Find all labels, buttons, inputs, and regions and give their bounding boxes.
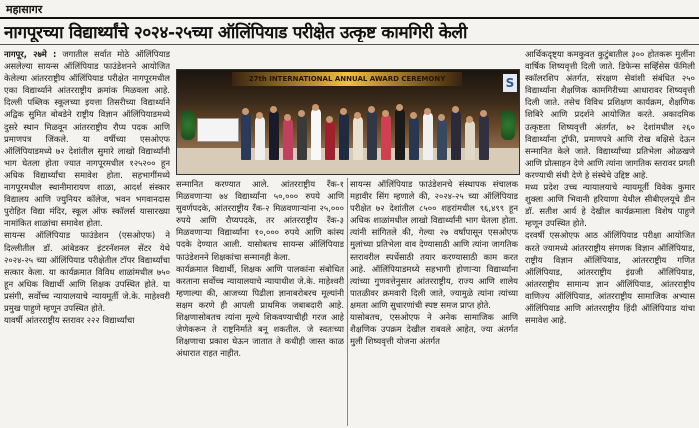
person — [353, 116, 363, 160]
section-tag: महासागर — [6, 3, 43, 16]
person — [283, 118, 293, 160]
article-column-3 — [350, 178, 518, 426]
top-rule — [0, 17, 699, 19]
column1-paragraph — [4, 48, 170, 229]
person — [339, 112, 349, 160]
article-column-1 — [4, 48, 170, 426]
person — [255, 116, 265, 160]
column1-paragraph: यावर्षी आंतरराष्ट्रीय स्तरावर २२२ विद्यार्थ्यांचा — [4, 315, 135, 326]
column4-paragraph: आर्थिकदृष्ट्या कमकुवत कुटुंबातील ३०० होतकरू मुलींना वार्षिक शिष्यवृत्ती दिली जाते. डिफेन्स सर्व्हिसेस फॅमिली स्कॉलरशिप अंतर्गत, संरक्षण सेवांशी संबंधित २५० विद्यार्थ्यांना शैक्षणिक कामगिरीच्या आधारावर शिष्यवृत्ती दिली जाते. तसेच विविध प्रशिक्षण कार्यक्रम, शैक्षणिक शिबिरे आणि प्रदर्शने आयोजित करते. अकादमिक उत्कृष्टता शिष्यवृत्ती अंतर्गत, ७२ देशांमधील २६० विद्यार्थ्यांना ट्रॉफी, प्रमाणपत्रे आणि रोख बक्षिसे देऊन सन्मानित केले जाते. विद्यार्थ्यांच्या प्रतिभेला ओळखणे आणि प्रोत्साहन देणे आणि त्यांना जागतिक स्तरावर प्रगती करण्याची संधी देणे हे संस्थेचे उद्दिष्ट आहे. — [525, 49, 695, 180]
person — [297, 114, 307, 160]
article-column-2 — [176, 178, 344, 426]
certificate — [197, 118, 239, 142]
person-head — [242, 108, 249, 115]
person-head — [396, 104, 403, 111]
person-head — [326, 116, 333, 123]
person — [423, 112, 433, 160]
person-head — [466, 116, 473, 123]
column3-paragraph: सायन्स ऑलिंपियाड फाउंडेशनचे संस्थापक संचालक महावीर सिंग म्हणाले की, २०२४-२५ च्या ऑलिंपियाड परीक्षेत ७२ देशांतील ८५०० शहरांमधील ९६,४९९ हून अधिक शाळांमधील लाखो विद्यार्थ्यांनी भाग घेतला होता. त्यांनी सांगितले की, गेल्या २७ वर्षांपासून एसओएफ मुलांच्या प्रतिभेला वाव देण्यासाठी आणि त्यांना जागतिक स्तरावरील स्पर्धेसाठी तयार करण्यासाठी काम करत आहे. ऑलिंपियाडमध्ये सहभागी होणाऱ्या विद्यार्थ्यांना त्यांच्या गुणवत्तेनुसार आंतरराष्ट्रीय, राज्य आणि शालेय पातळीवर क्रमवारी दिली जाते, ज्यामुळे त्यांना त्यांच्या क्षमता आणि सुधारणांची स्पष्ट समज प्राप्त होते. — [350, 179, 518, 310]
headline-rule — [0, 44, 699, 45]
person — [367, 110, 377, 160]
person — [437, 118, 447, 160]
column2-paragraph: कार्यक्रमात विद्यार्थी, शिक्षक आणि पालकांना संबोधित करताना सर्वोच्च न्यायालयाचे न्यायाधीश जे.के. माहेश्वरी म्हणाल्या की, आजच्या पिढीला ज्ञानाबरोबरच मूल्यांनी सक्षम करणे ही आपली प्राथमिक जबाबदारी आहे. शिक्षणासोबतच त्यांना मूल्ये शिकवण्याचीही गरज आहे जेणेकरून ते राष्ट्रनिर्माते बनू शकतील. जे स्वतःच्या शिक्षणाचा प्रकाश घेऊन जातात ते कधीही जास्त काळ अंधारात राहत नाहीत. — [176, 263, 344, 359]
person — [395, 108, 405, 160]
column4-paragraph: मध्य प्रदेश उच्च न्यायालयाचे न्यायमूर्ती विवेक कुमार शुक्ला आणि भिवानी हरियाणा येथील सीबीएलयूचे डीन डॉ. सतीश आर्य हे देखील कार्यक्रमाला विशेष पाहुणे म्हणून उपस्थित होते. — [525, 182, 695, 229]
person-head — [256, 112, 263, 119]
person-head — [270, 106, 277, 113]
column3-paragraph: यासोबतच, एसओएफ ने अनेक सामाजिक आणि शैक्षणिक उपक्रम देखील राबवले आहेत, ज्या अंतर्गत मुली शिष्यवृत्ती योजना अंतर्गत — [350, 312, 518, 347]
person — [311, 108, 321, 160]
person-head — [438, 114, 445, 121]
person — [465, 120, 475, 160]
person-head — [382, 110, 389, 117]
plant-decoration — [181, 110, 195, 140]
person — [479, 114, 489, 160]
person-head — [452, 106, 459, 113]
person-head — [368, 106, 375, 113]
column1-paragraph: सायन्स ऑलिंपियाड फाउंडेशन (एसओएफ) ने दिल्लीतील डॉ. आंबेडकर इंटरनॅशनल सेंटर येथे २०२४-२५ च्या ऑलिंपियाड परीक्षेतील टॉपर विद्यार्थ्यांचा सत्कार केला. या कार्यक्रमात विविध शाळांमधील ७५० हून अधिक विद्यार्थी आणि शिक्षक उपस्थित होते. या प्रसंगी, सर्वोच्च न्यायालयाचे न्यायमूर्ती जे.के. माहेश्वरी प्रमुख पाहुणे म्हणून उपस्थित होते. — [4, 230, 170, 313]
dateline: नागपूर, २७मे : — [4, 49, 57, 59]
person-head — [480, 110, 487, 117]
person — [325, 120, 335, 160]
person — [381, 114, 391, 160]
ceremony-banner: 27th INTERNATIONAL ANNUAL AWARD CEREMONY — [232, 72, 462, 86]
article-column-4 — [525, 48, 695, 426]
award-ceremony-photo — [176, 69, 520, 175]
headline: नागपूरच्या विद्यार्थ्यांचे २०२४-२५च्या ऑलिंपियाड परीक्षेत उत्कृष्ट कामगिरी केली — [4, 23, 468, 42]
person-head — [354, 112, 361, 119]
person-head — [312, 104, 319, 111]
person-head — [410, 112, 417, 119]
person — [451, 110, 461, 160]
person — [241, 112, 251, 160]
person-head — [424, 108, 431, 115]
person — [269, 110, 279, 160]
person-head — [340, 108, 347, 115]
screen-logo: S — [503, 74, 517, 92]
column-divider — [347, 178, 348, 426]
person — [409, 116, 419, 160]
person-head — [284, 114, 291, 121]
column1-paragraph-text: जगातील सर्वात मोठे ऑलिंपियाड असलेल्या सायन्स ऑलिंपियाड फाउंडेशनने आयोजित केलेल्या आंतरराष्ट्रीय ऑलिंपियाड परीक्षेत नागपूरमधील एका विद्यार्थ्याने आंतरराष्ट्रीय क्रमांक मिळवला आहे. दिल्ली पब्लिक स्कूलच्या इयत्ता तिसरीच्या विद्यार्थ्याने अद्विक सुमित बोबडेने राष्ट्रीय विज्ञान ऑलिंपियाडमध्ये दुसरे स्थान मिळवून आंतरराष्ट्रीय रौप्य पदक आणि प्रमाणपत्र जिंकले. या वर्षीच्या एसओएफ ऑलिंपियाडमध्ये ७२ देशांतील सुमारे लाखो विद्यार्थ्यांनी भाग घेतला होता ज्यात नागपूरमधील १२५२०० हून अधिक विद्यार्थ्यांचा समावेश होता. सहभागींमध्ये नागपूरमधील स्थानीमारायण शाळा, आदर्श संस्कार विद्यालय आणि ज्युनियर कॉलेज, भवन भगवानदास पुरोहित विद्या मंदिर, स्कूल ऑफ स्कॉलर्स यासारख्या नामांकित शाळांचा समावेश होता. — [4, 49, 170, 229]
person-head — [298, 110, 305, 117]
plant-decoration — [501, 110, 515, 140]
column4-paragraph: दरवर्षी एसओएफ आठ ऑलिंपियाड परीक्षा आयोजित करते ज्यामध्ये आंतरराष्ट्रीय संगणक विज्ञान ऑलिंपियाड, राष्ट्रीय विज्ञान ऑलिंपियाड, आंतरराष्ट्रीय गणित ऑलिंपियाड, आंतरराष्ट्रीय इंग्रजी ऑलिंपियाड, आंतरराष्ट्रीय सामान्य ज्ञान ऑलिंपियाड, आंतरराष्ट्रीय वाणिज्य ऑलिंपियाड, आंतरराष्ट्रीय सामाजिक अभ्यास ऑलिंपियाड आणि आंतरराष्ट्रीय हिंदी ऑलिंपियाड यांचा समावेश आहे. — [525, 230, 695, 326]
column2-paragraph: सन्मानित करण्यात आले. आंतरराष्ट्रीय रँक-१ मिळवणाऱ्या ७४ विद्यार्थ्यांना ५०,००० रुपये आणि सुवर्णपदके, आंतरराष्ट्रीय रँक-२ मिळवणाऱ्यांना २५,००० रुपये आणि रौप्यपदके, तर आंतरराष्ट्रीय रँक-३ मिळवणाऱ्या विद्यार्थ्यांना १०,००० रुपये आणि कांस्य पदके देण्यात आली. यासोबतच सायन्स ऑलिंपियाड फाउंडेशनने शिक्षकांचा सन्मानही केला. — [176, 179, 344, 262]
